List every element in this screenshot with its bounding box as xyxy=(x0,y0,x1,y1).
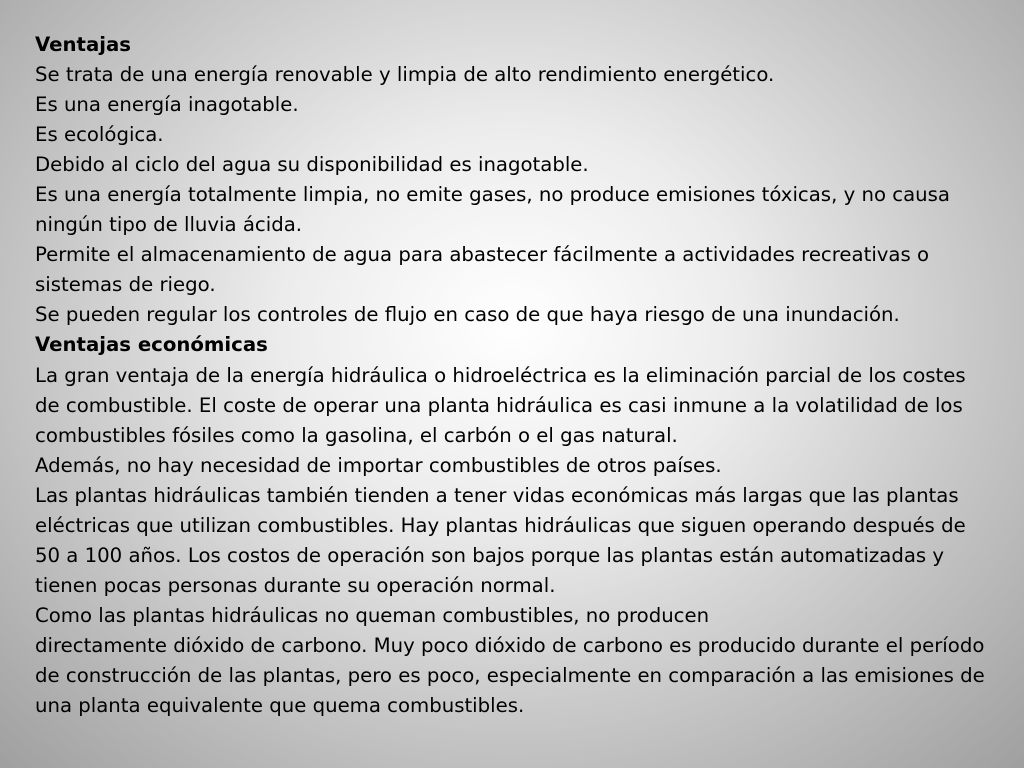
economica-paragraph: Además, no hay necesidad de importar combustibles de otros países. xyxy=(35,453,722,477)
heading-ventajas: Ventajas xyxy=(35,33,131,56)
economica-paragraph: La gran ventaja de la energía hidráulica o hidroeléctrica es la eliminación parcial de los costes de combustible. El coste de operar una planta hidráulica es casi inmune a la volatilidad de los combustibles fósiles como la gasolina, el carbón o el gas natural. xyxy=(35,363,966,447)
ventaja-paragraph: Debido al ciclo del agua su disponibilidad es inagotable. xyxy=(35,153,589,177)
ventaja-paragraph: Se trata de una energía renovable y limpia de alto rendimiento energético. xyxy=(35,63,775,87)
ventaja-paragraph: Permite el almacenamiento de agua para abastecer fácilmente a actividades recreativas o sistemas de riego. xyxy=(35,243,930,297)
economica-paragraph: Las plantas hidráulicas también tienden a tener vidas económicas más largas que las plantas eléctricas que utilizan combustibles. Hay plantas hidráulicas que siguen operando después de 50 a 100 años. Los costos de operación son bajos porque las plantas están automatizadas y tienen pocas personas durante su operación normal. xyxy=(35,483,966,597)
slide-text-body xyxy=(35,30,995,721)
economica-paragraph: Como las plantas hidráulicas no queman combustibles, no producen xyxy=(35,603,710,627)
economica-paragraph: directamente dióxido de carbono. Muy poco dióxido de carbono es producido durante el período de construcción de las plantas, pero es poco, especialmente en comparación a las emisiones de una planta equivalente que quema combustibles. xyxy=(35,633,985,718)
heading-ventajas-economicas: Ventajas económicas xyxy=(35,333,268,357)
ventaja-paragraph: Es ecológica. xyxy=(35,123,164,147)
ventaja-paragraph: Es una energía inagotable. xyxy=(35,93,299,117)
ventaja-paragraph: Es una energía totalmente limpia, no emite gases, no produce emisiones tóxicas, y no causa ningún tipo de lluvia ácida. xyxy=(35,183,950,237)
ventaja-paragraph: Se pueden regular los controles de flujo en caso de que haya riesgo de una inundación. xyxy=(35,303,900,327)
